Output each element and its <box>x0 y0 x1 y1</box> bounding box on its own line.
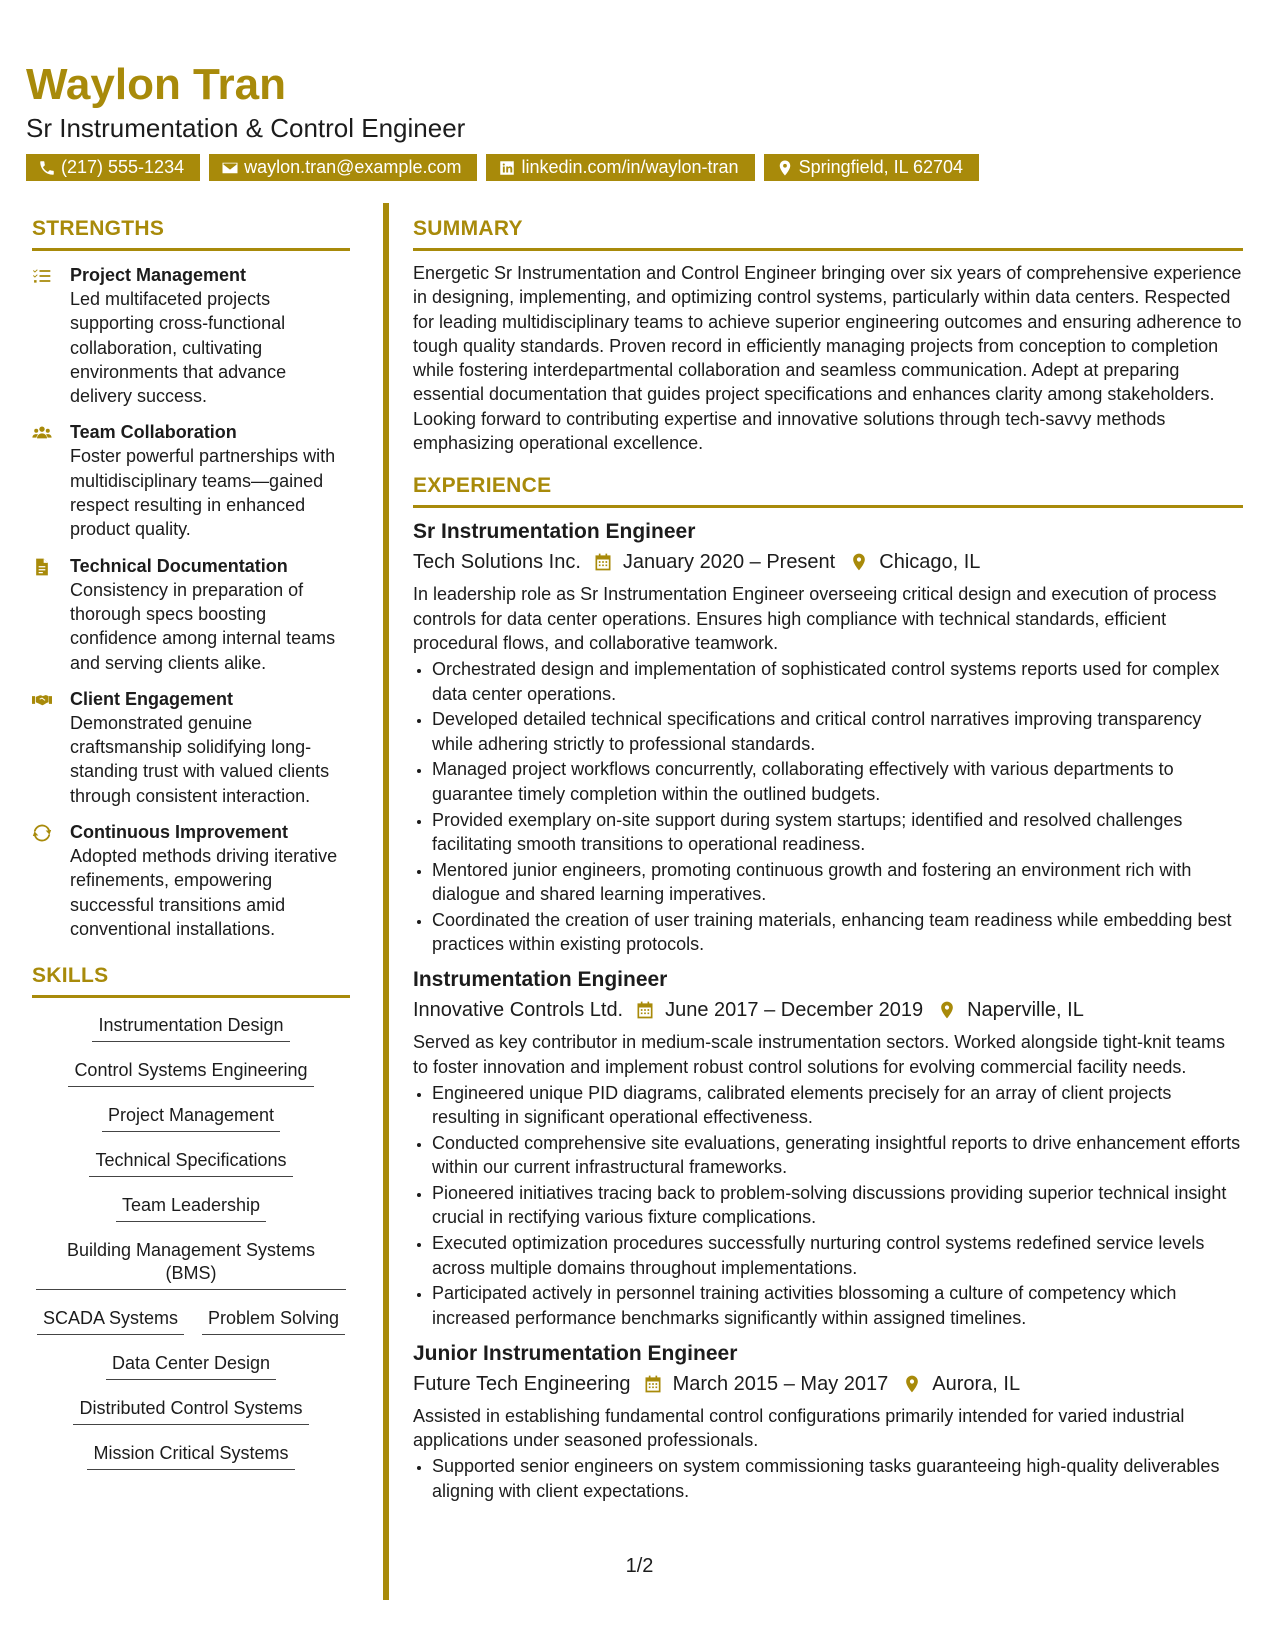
job-company: Tech Solutions Inc. <box>413 551 581 574</box>
skill-tag: Control Systems Engineering <box>68 1053 313 1087</box>
right-column <box>413 216 1243 1505</box>
job-bullet: • Orchestrated design and implementation of sophisticated control systems reports used for complex data center operations. <box>432 657 1243 706</box>
job-company: Innovative Controls Ltd. <box>413 999 624 1022</box>
map-pin-icon <box>776 159 794 177</box>
job-description: In leadership role as Sr Instrumentation Engineer overseeing critical design and execution of process controls for data center operations. Ensures high compliance with technical standards, efficient procedural flows, and collaborative teamwork. <box>413 584 1217 653</box>
resume-header <box>26 60 1245 181</box>
strength-description: Led multifaceted projects supporting cross-functional collaboration, cultivating environments that advance delivery success. <box>70 289 287 407</box>
job-title: Instrumentation Engineer <box>413 968 668 992</box>
users-icon <box>32 423 52 443</box>
strength-item <box>32 263 350 408</box>
job-bullet: • Managed project workflows concurrently, collaborating effectively with various departments to guarantee timely completion within the outlined budgets. <box>432 757 1243 806</box>
job-bullet: • Conducted comprehensive site evaluations, generating insightful reports to drive enhancement efforts within our current infrastructural frameworks. <box>432 1131 1243 1180</box>
skill-tag: Team Leadership <box>116 1188 266 1222</box>
job-meta <box>413 996 1243 1024</box>
job-location: Aurora, IL <box>932 1372 1021 1395</box>
email-text: waylon.tran@example.com <box>244 157 462 177</box>
skills-section <box>32 963 350 1481</box>
page-indicator <box>0 1555 1275 1578</box>
strength-item <box>32 820 350 941</box>
linkedin-icon <box>498 159 516 177</box>
strength-description: Foster powerful partnerships with multidisciplinary teams—gained respect resulting in enhanced product quality. <box>70 446 336 540</box>
checklist-icon <box>32 266 52 286</box>
job-location: Naperville, IL <box>967 999 1084 1022</box>
strength-item <box>32 687 350 808</box>
job-bullet: • Coordinated the creation of user training materials, enhancing team readiness while embedding best practices within existing protocols. <box>432 908 1243 957</box>
job-bullet: • Participated actively in personnel training activities blossoming a culture of competency which increased performance benchmarks significantly within assigned timelines. <box>432 1281 1243 1330</box>
job-meta <box>413 548 1243 576</box>
strength-title: Team Collaboration <box>70 422 237 443</box>
job-dates: January 2020 – Present <box>622 551 836 574</box>
job-bullets <box>413 1454 1243 1503</box>
candidate-title: Sr Instrumentation & Control Engineer <box>26 113 466 143</box>
document-icon <box>32 557 52 577</box>
strength-title: Technical Documentation <box>70 555 288 576</box>
strength-description: Demonstrated genuine craftsmanship solidifying long-standing trust with valued clients through consistent interaction. <box>70 712 330 806</box>
location-text: Springfield, IL 62704 <box>798 157 964 177</box>
job-meta <box>413 1370 1243 1398</box>
strengths-section <box>32 216 350 941</box>
strength-item <box>32 420 350 541</box>
contact-bar <box>26 154 1245 181</box>
skill-tag: Distributed Control Systems <box>73 1391 308 1425</box>
strength-title: Project Management <box>70 265 247 285</box>
job-bullet: • Pioneered initiatives tracing back to problem-solving discussions providing superior technical insight crucial in rectifying various fixture complications. <box>432 1181 1243 1230</box>
map-pin-icon <box>937 1000 957 1020</box>
job-description: Served as key contributor in medium-scale instrumentation sectors. Worked alongside tight-knit teams to foster innovation and implement robust control solutions for evolving commercial facility needs. <box>413 1032 1226 1077</box>
job-entry <box>413 518 1243 956</box>
summary-text: Energetic Sr Instrumentation and Control Engineer bringing over six years of comprehensive experience in designing, implementing, and optimizing control systems, particularly within data centers. Respected for leading multidisciplinary teams to achieve superior engineering outcomes and ensuring adherence to tough quality standards. Proven record in efficiently managing projects from conception to completion while fostering interdepartmental collaboration and seamless communication. Adept at preparing essential documentation that guides project specifications and enhances clarity among stakeholders. Looking forward to contributing expertise and innovative solutions through tech-savvy methods emphasizing operational excellence. <box>413 263 1242 454</box>
job-bullet: • Engineered unique PID diagrams, calibrated elements precisely for an array of client projects resulting in significant operational effectiveness. <box>432 1081 1243 1130</box>
summary-heading: SUMMARY <box>413 216 1243 251</box>
skill-tag: Technical Specifications <box>89 1143 292 1177</box>
contact-location <box>764 154 979 181</box>
job-bullets <box>413 1081 1243 1330</box>
left-column <box>32 216 350 1481</box>
calendar-icon <box>593 552 613 572</box>
contact-linkedin[interactable] <box>486 154 754 181</box>
strength-title: Client Engagement <box>70 688 234 709</box>
job-bullet: • Supported senior engineers on system commissioning tasks guaranteeing high-quality deliverables aligning with client expectations. <box>432 1454 1243 1503</box>
skill-tag: SCADA Systems <box>37 1301 184 1335</box>
strengths-heading: STRENGTHS <box>32 216 350 251</box>
skills-heading: SKILLS <box>32 963 350 998</box>
map-pin-icon <box>902 1374 922 1394</box>
envelope-icon <box>221 159 239 177</box>
map-pin-icon <box>849 552 869 572</box>
job-title: Sr Instrumentation Engineer <box>413 520 696 544</box>
contact-email[interactable] <box>209 154 477 181</box>
handshake-icon <box>32 690 52 710</box>
strength-item <box>32 554 350 675</box>
job-entry <box>413 1340 1243 1503</box>
skill-tag: Mission Critical Systems <box>87 1436 294 1470</box>
skill-tag: Building Management Systems (BMS) <box>36 1233 346 1290</box>
page-number: 1/2 <box>625 1555 654 1577</box>
job-location: Chicago, IL <box>879 551 981 574</box>
calendar-icon <box>635 1000 655 1020</box>
phone-text: (217) 555-1234 <box>61 157 185 177</box>
job-bullets <box>413 657 1243 956</box>
skill-tag: Project Management <box>102 1098 280 1132</box>
linkedin-text: linkedin.com/in/waylon-tran <box>521 157 739 177</box>
contact-phone[interactable] <box>26 154 200 181</box>
candidate-name: Waylon Tran <box>26 60 286 109</box>
refresh-icon <box>32 823 52 843</box>
skill-tag: Data Center Design <box>106 1346 276 1380</box>
job-bullet: • Executed optimization procedures successfully nurturing control systems redefined service levels across multiple domains throughout implementations. <box>432 1231 1243 1280</box>
strength-title: Continuous Improvement <box>70 822 289 843</box>
experience-heading: EXPERIENCE <box>413 473 1243 508</box>
skill-tag: Instrumentation Design <box>92 1008 289 1042</box>
job-company: Future Tech Engineering <box>413 1372 631 1395</box>
job-bullet: • Developed detailed technical specifications and critical control narratives improving transparency while adhering strictly to professional standards. <box>432 707 1243 756</box>
job-bullet: • Mentored junior engineers, promoting continuous growth and fostering an environment rich with dialogue and shared learning imperatives. <box>432 858 1243 907</box>
job-entry <box>413 966 1243 1330</box>
skill-tag: Problem Solving <box>202 1301 345 1335</box>
strength-description: Consistency in preparation of thorough specs boosting confidence among internal teams and serving clients alike. <box>70 579 336 673</box>
job-bullet: • Provided exemplary on-site support during system startups; identified and resolved challenges facilitating smooth transitions to operational readiness. <box>432 808 1243 857</box>
job-dates: June 2017 – December 2019 <box>665 999 924 1022</box>
strength-description: Adopted methods driving iterative refinements, empowering successful transitions amid conventional installations. <box>70 846 338 939</box>
column-divider <box>383 203 389 1600</box>
job-title: Junior Instrumentation Engineer <box>413 1341 738 1365</box>
skills-list <box>32 998 350 1481</box>
phone-icon <box>38 159 56 177</box>
experience-section <box>413 473 1243 1503</box>
job-dates: March 2015 – May 2017 <box>672 1372 889 1395</box>
summary-section <box>413 216 1243 455</box>
calendar-icon <box>643 1374 663 1394</box>
job-description: Assisted in establishing fundamental control configurations primarily intended for varied industrial applications under seasoned professionals. <box>413 1405 1185 1451</box>
